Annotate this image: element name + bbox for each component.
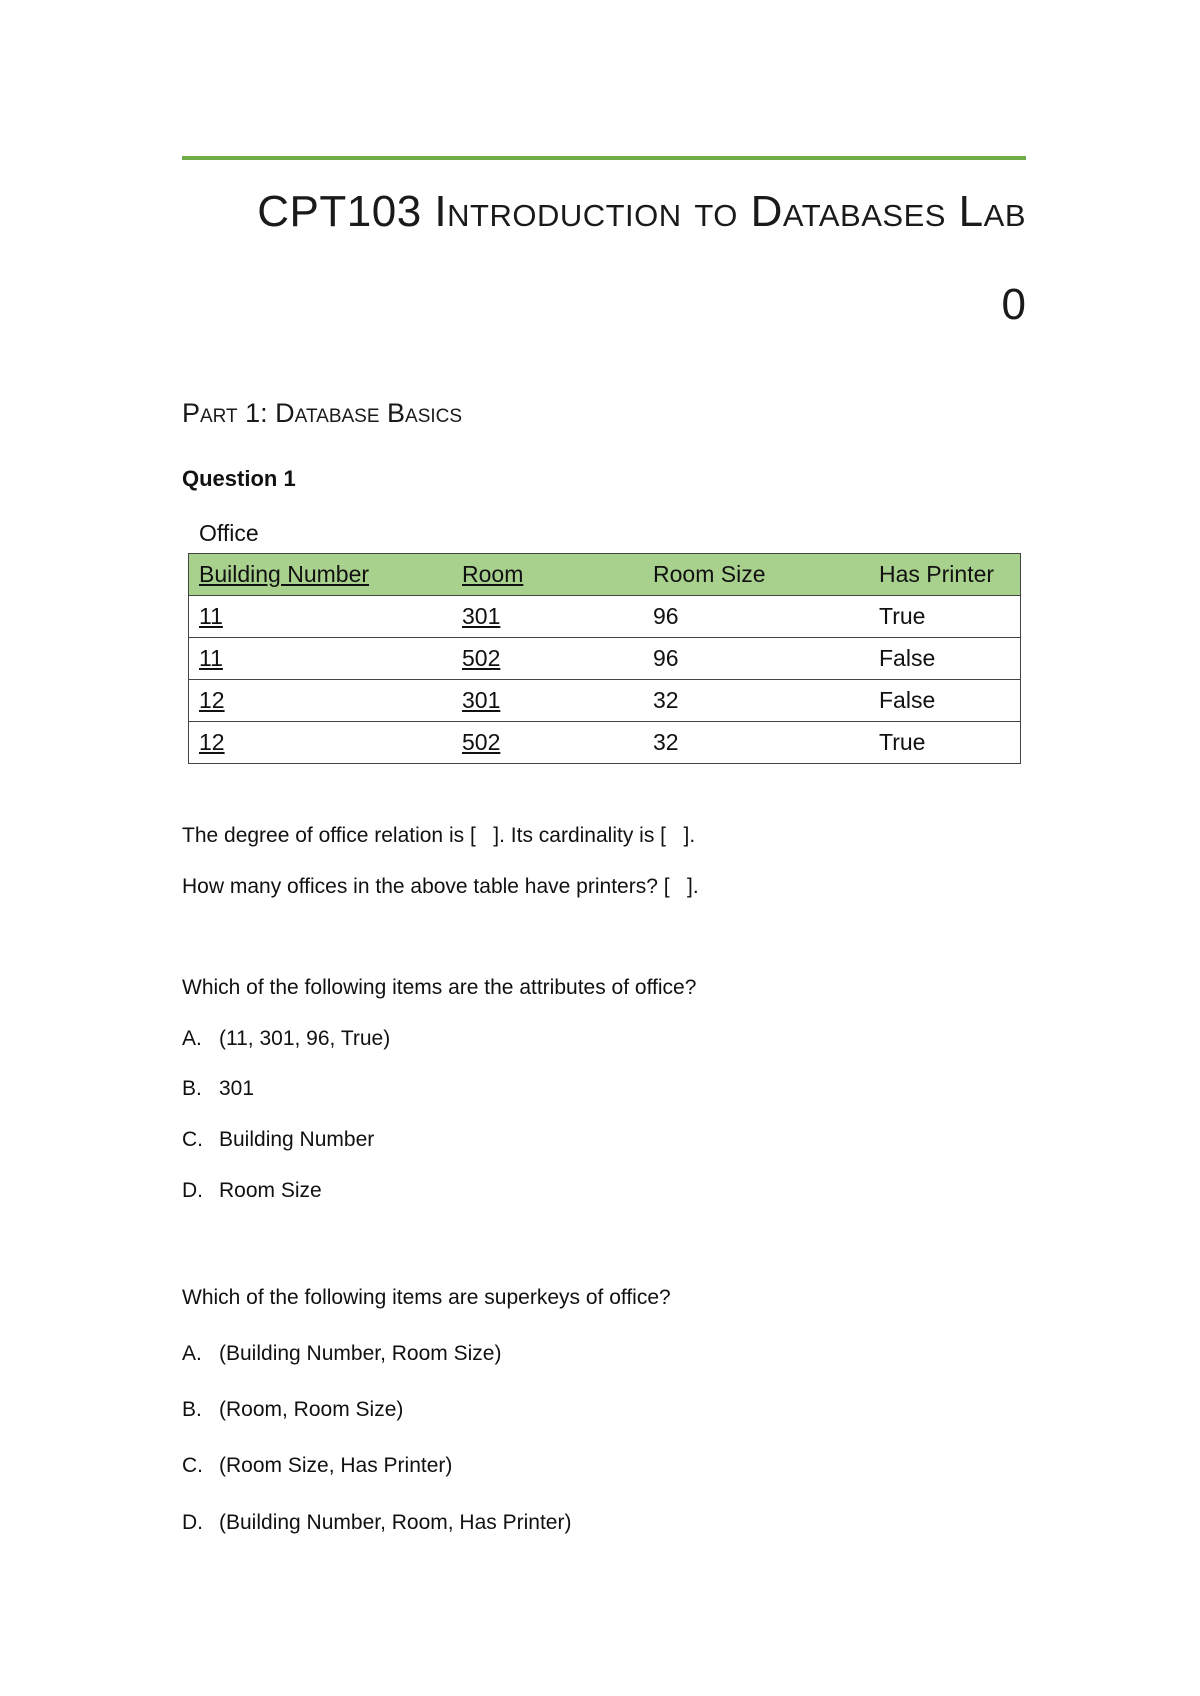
attributes-option-c [182, 1126, 374, 1154]
header-room-size: Room Size [643, 554, 869, 596]
option-text: (11, 301, 96, True) [219, 1027, 391, 1050]
option-letter: A. [182, 1027, 202, 1050]
superkeys-option-d [182, 1509, 571, 1537]
table-row [189, 596, 1021, 638]
option-letter: B. [182, 1398, 202, 1421]
superkeys-option-a [182, 1340, 501, 1368]
degree-statement: The degree of office relation is [ ]. Its cardinality is [ ]. [182, 824, 696, 847]
option-text: (Room Size, Has Printer) [219, 1454, 453, 1477]
cell-room: 502 [452, 722, 643, 764]
attributes-option-b [182, 1075, 254, 1103]
cell-room-size: 32 [643, 680, 869, 722]
superkeys-option-c [182, 1452, 452, 1480]
superkeys-option-b [182, 1396, 403, 1424]
option-text: 301 [219, 1077, 255, 1100]
cell-room: 301 [452, 596, 643, 638]
cell-building-number: 11 [189, 638, 453, 680]
superkeys-question-prompt: Which of the following items are superkeys of office? [182, 1286, 671, 1309]
cell-building-number: 12 [189, 680, 453, 722]
document-title: CPT103 Introduction to Databases Lab [257, 187, 1026, 236]
title-rule [182, 156, 1026, 160]
cell-room-size: 32 [643, 722, 869, 764]
table-header-row [189, 554, 1021, 596]
office-table [188, 553, 1021, 764]
part-heading: Part 1: Database Basics [182, 398, 463, 428]
option-letter: C. [182, 1128, 203, 1151]
cell-has-printer: True [869, 722, 1021, 764]
option-text: Building Number [219, 1128, 375, 1151]
question-label: Question 1 [182, 466, 296, 491]
header-room: Room [452, 554, 643, 596]
cell-building-number: 11 [189, 596, 453, 638]
attributes-question-prompt: Which of the following items are the attributes of office? [182, 976, 697, 999]
cell-room-size: 96 [643, 596, 869, 638]
header-has-printer: Has Printer [869, 554, 1021, 596]
option-text: (Building Number, Room Size) [219, 1342, 502, 1365]
document-title-number: 0 [1001, 280, 1026, 329]
option-text: Room Size [219, 1179, 322, 1202]
header-building-number: Building Number [189, 554, 453, 596]
cell-room: 502 [452, 638, 643, 680]
option-letter: D. [182, 1179, 203, 1202]
attributes-option-d [182, 1177, 322, 1205]
table-caption: Office [199, 520, 259, 546]
option-text: (Room, Room Size) [219, 1398, 404, 1421]
cell-has-printer: True [869, 596, 1021, 638]
table-row [189, 722, 1021, 764]
option-letter: B. [182, 1077, 202, 1100]
attributes-option-a [182, 1025, 390, 1053]
option-text: (Building Number, Room, Has Printer) [219, 1511, 572, 1534]
cell-building-number: 12 [189, 722, 453, 764]
printers-question: How many offices in the above table have printers? [ ]. [182, 875, 699, 898]
cell-has-printer: False [869, 680, 1021, 722]
cell-room: 301 [452, 680, 643, 722]
cell-room-size: 96 [643, 638, 869, 680]
option-letter: D. [182, 1511, 203, 1534]
option-letter: A. [182, 1342, 202, 1365]
option-letter: C. [182, 1454, 203, 1477]
table-row [189, 638, 1021, 680]
table-row [189, 680, 1021, 722]
cell-has-printer: False [869, 638, 1021, 680]
